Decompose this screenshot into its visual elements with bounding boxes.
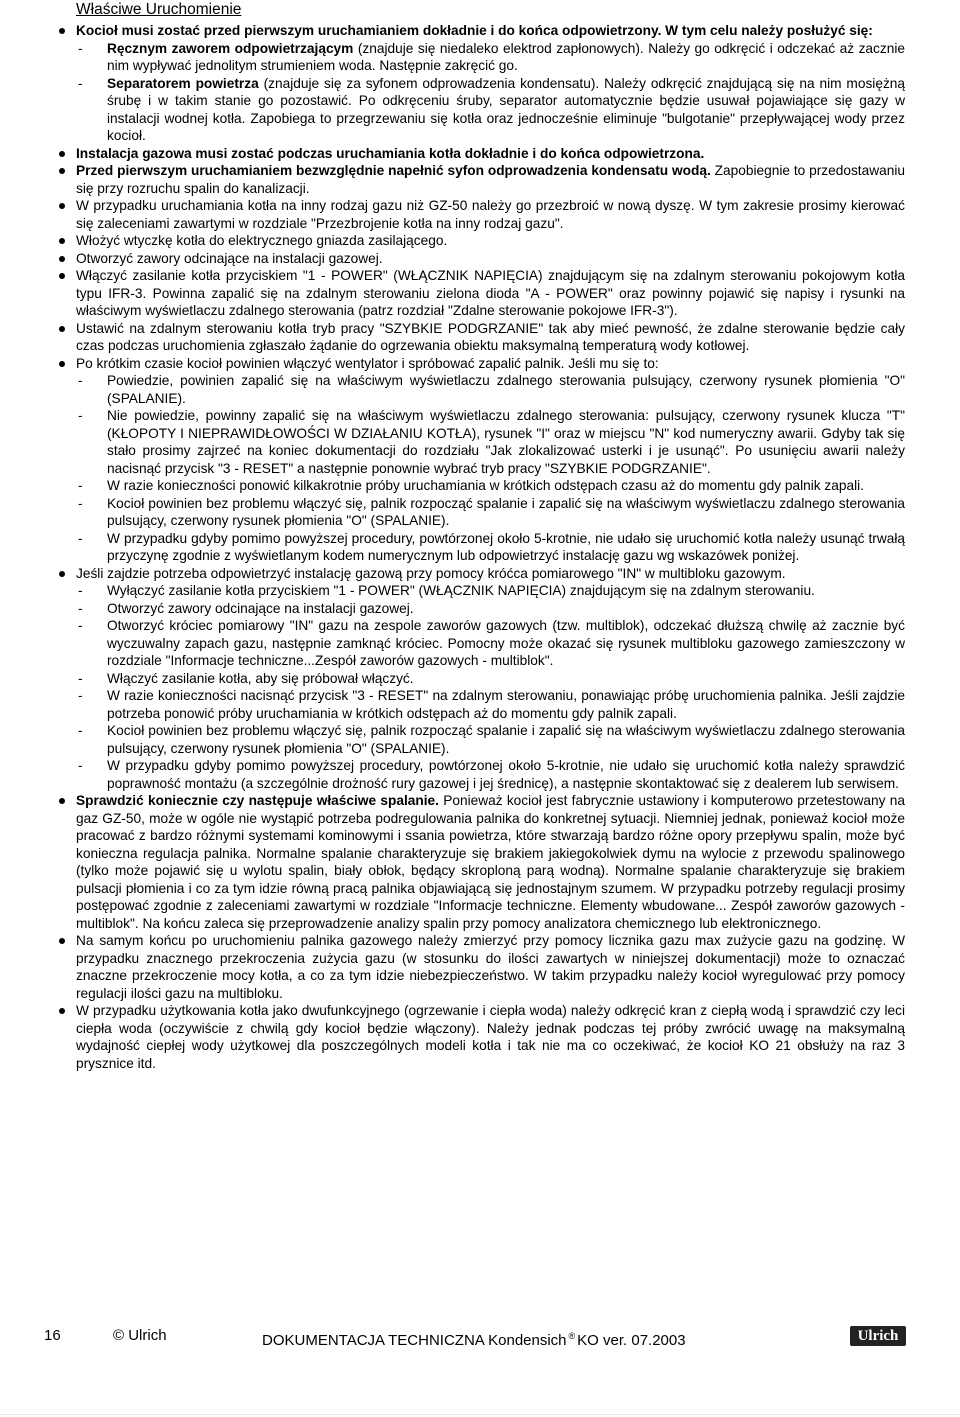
body-text: Otworzyć króciec pomiarowy "IN" gazu na zespole zaworów gazowych (tzw. multiblok), odczekać dłuższą chwilę aż zacznie być wyczuwalny zapach gazu, następnie zamknąć króciec. Pomocny może okazać się rysunek multibloku gazowego zamieszczony w rozdziale "Informacje techniczne...Zespół zaworów gazowych - multiblok". [107, 618, 905, 668]
bullet-item [76, 22, 905, 40]
document-model-version: KO ver. 07.2003 [577, 1332, 686, 1349]
body-text: Kocioł powinien bez problemu włączyć się, palnik rozpocząć spalanie i zapalić się na właściwym wyświetlaczu zdalnego sterowania pulsujący, czerwony rysunek płomienia "O" (SPALANIE). [107, 495, 905, 528]
document-title-text: DOKUMENTACJA TECHNICZNA Kondensich [262, 1332, 567, 1349]
bullet-item [76, 792, 905, 932]
bullet-item [76, 1002, 905, 1072]
body-text: Zapobiegnie to przedostawaniu się przy rozruchu spalin do kanalizacji. [76, 163, 905, 196]
dash-item [76, 757, 905, 792]
bold-text: Kocioł musi zostać przed pierwszym uruchamianiem dokładnie i do końca odpowietrzony. W tym celu należy posłużyć się: [76, 23, 873, 38]
copyright-notice: © Ulrich [113, 1327, 167, 1344]
page-bottom-rule [0, 1414, 960, 1415]
dash-item [76, 530, 905, 565]
dash-item [76, 477, 905, 495]
ulrich-logo: Ulrich [850, 1326, 906, 1346]
body-text: Włączyć zasilanie kotła, aby się próbował włączyć. [107, 670, 414, 686]
bullet-item [76, 267, 905, 320]
body-text: W przypadku gdyby pomimo powyższej procedury, powtórzonej około 5-krotnie, nie udało się uruchomić kotła należy sprawdzić poprawność montażu (a szczególnie drożność rury gazowej i jej średnicę), a następnie skontaktować się z dealerem lub serwisem. [107, 758, 905, 791]
bullet-item [76, 197, 905, 232]
bullet-item [76, 145, 905, 163]
body-text: W przypadku gdyby pomimo powyższej procedury, powtórzonej około 5-krotnie, nie udało się uruchomić kotła należy usunąć trwałą przyczynę zgodnie z wyświetlanym kodem numerycznym lub odpowietrzyć instalację gazu wg wskazówek poniżej. [107, 530, 905, 563]
body-text: Wyłączyć zasilanie kotła przyciskiem "1 - POWER" (WŁĄCZNIK NAPIĘCIA) znajdującym się na zdalnym sterowaniu. [107, 583, 815, 598]
dash-item [76, 722, 905, 757]
bullet-item [76, 250, 905, 268]
dash-item [76, 670, 905, 688]
bullet-item [76, 355, 905, 373]
bold-text: Instalacja gazowa musi zostać podczas uruchamiania kotła dokładnie i do końca odpowietrzona. [76, 145, 705, 161]
dash-item [76, 687, 905, 722]
dash-item [76, 372, 905, 407]
body-text: Otworzyć zawory odcinające na instalacji gazowej. [107, 600, 414, 616]
body-text: Włożyć wtyczkę kotła do elektrycznego gniazda zasilającego. [76, 233, 448, 248]
body-text: Włączyć zasilanie kotła przyciskiem "1 - POWER" (WŁĄCZNIK NAPIĘCIA) znajdującym się na zdalnym sterowaniu pokojowym kotła typu IFR-3. Powinna zapalić się na zdalnym sterowaniu zielona dioda "A - POWER" oraz powinny pojawić się napisy i rysunki na właściwym wyświetlaczu zdalnego sterowania (patrz rozdział "Zdalne sterowanie pokojowe IFR-3"). [76, 268, 905, 318]
dash-item [76, 495, 905, 530]
bullet-item [76, 162, 905, 197]
body-text: Powiedzie, powinien zapalić się na właściwym wyświetlaczu zdalnego sterowania pulsujący, czerwony rysunek płomienia "O" (SPALANIE). [107, 373, 905, 406]
dash-item [76, 407, 905, 477]
bullet-item [76, 320, 905, 355]
dash-item [76, 600, 905, 618]
document-title [262, 1325, 686, 1352]
body-text: W razie konieczności nacisnąć przycisk "3 - RESET" na zdalnym sterowaniu, ponawiając próbę uruchomienia palnika. Jeśli zajdzie potrzeba ponowić próby uruchamiania w krótkich odstępach aż do momentu gdy palnik zapali. [107, 688, 905, 721]
body-text: (znajduje się za syfonem odprowadzenia kondensatu). Należy odkręcić znajdującą się na nim mosiężną śrubę i w takim stanie go pozostawić. Po odkręceniu śruby, separator automatycznie będzie usuwał pojawiające się gazy w instalacji wodnej kotła. Zapobiega to przegrzewaniu się kotła oraz jednocześnie eliminuje "bulgotanie" przepływającej wody przez kocioł. [107, 75, 906, 143]
body-text: Ustawić na zdalnym sterowaniu kotła tryb pracy "SZYBKIE PODGRZANIE" tak aby mieć pewność, że zdalne sterowanie będzie cały czas podczas uruchomienia zgłaszało żądanie do ogrzewania obiektu maksymalną temperaturą wody kotłowej. [76, 320, 905, 353]
body-text: W razie konieczności ponowić kilkakrotnie próby uruchamiania w krótkich odstępach czasu aż do momentu gdy palnik zapali. [107, 478, 864, 493]
body-text: Nie powiedzie, powinny zapalić się na właściwym wyświetlaczu zdalnego sterowania: pulsujący, czerwony rysunek klucza "T" (KŁOPOTY I NIEPRAWIDŁOWOŚCI W DZIAŁANIU KOTŁA), rysunek "I" oraz w miejscu "N" kod numeryczny awarii. Gdyby tak się stało prosimy zajrzeć na koniec dokumentacji do rozdziału "Jak zlokalizować usterki i je usunąć". Po usunięciu awarii należy nacisnąć przycisk "3 - RESET" a następnie ponownie wybrać tryb pracy "SZYBKIE PODGRZANIE". [107, 408, 905, 476]
bold-text: Sprawdzić koniecznie czy następuje właściwe spalanie. [76, 793, 439, 808]
bullet-item [76, 232, 905, 250]
dash-item [76, 40, 905, 75]
dash-item [76, 75, 905, 145]
dash-item [76, 617, 905, 670]
bold-text: Ręcznym zaworem odpowietrzającym [107, 40, 354, 56]
instructions-content [76, 22, 905, 1072]
body-text: W przypadku użytkowania kotła jako dwufunkcyjnego (ogrzewanie i ciepła woda) należy odkręcić kran z ciepłą wodą i sprawdzić czy leci ciepła woda (oczywiście z chwilą gdy kocioł będzie włączony). Należy jednak podczas tej próby zwrócić uwagę na maksymalną wydajność ciepłej wody użytkowej dla poszczególnych modeli kotła i tak nie ma co oczekiwać, że kocioł KO 21 obsłuży na raz 3 prysznice itd. [76, 1003, 905, 1071]
body-text: Jeśli zajdzie potrzeba odpowietrzyć instalację gazową przy pomocy króćca pomiarowego "IN" w multibloku gazowym. [76, 565, 786, 581]
bold-text: Przed pierwszym uruchamianiem bezwzględnie napełnić syfon odprowadzenia kondensatu wodą. [76, 163, 711, 178]
dash-item [76, 582, 905, 600]
bold-text: Separatorem powietrza [107, 75, 259, 91]
section-heading: Właściwe Uruchomienie [76, 1, 242, 18]
page-footer [0, 1325, 960, 1347]
registered-mark: ® [568, 1331, 576, 1341]
body-text: Kocioł powinien bez problemu włączyć się, palnik rozpocząć spalanie i zapalić się na właściwym wyświetlaczu zdalnego sterowania pulsujący, czerwony rysunek płomienia "O" (SPALANIE). [107, 723, 905, 756]
body-text: (znajduje się niedaleko elektrod zapłonowych). Należy go odkręcić i odczekać aż zacznie nim wypływać jednolitym strumieniem woda. Następnie zakręcić go. [107, 40, 905, 73]
body-text: Po krótkim czasie kocioł powinien włączyć wentylator i spróbować zapalić palnik. Jeśli mu się to: [76, 355, 659, 371]
body-text: Na samym końcu po uruchomieniu palnika gazowego należy zmierzyć przy pomocy licznika gazu max zużycie gazu na godzinę. W przypadku znacznego przekroczenia zużycia gazu (w stosunku do ilości zawartych w niniejszej dokumentacji) może to oznaczać znaczne przekroczenie mocy kotła, a co za tym idzie niebezpieczeństwo. W takim przypadku należy kocioł wyregulować przy pomocy regulacji ilości gazu na multibloku. [76, 933, 905, 1001]
page-number: 16 [44, 1327, 61, 1344]
bullet-item [76, 565, 905, 583]
body-text: W przypadku uruchamiania kotła na inny rodzaj gazu niż GZ-50 należy go przezbroić w nową dyszę. W tym zakresie prosimy kierować się zaleceniami zawartymi w rozdziale "Przezbrojenie kotła na inny rodzaj gazu". [76, 198, 905, 231]
bullet-item [76, 932, 905, 1002]
body-text: Otworzyć zawory odcinające na instalacji gazowej. [76, 250, 383, 266]
body-text: Ponieważ kocioł jest fabrycznie ustawiony i komputerowo przetestowany na gaz GZ-50, może w ogóle nie wystąpić potrzeba podregulowania palnika do konkretnej sytuacji. Niemniej jednak, ponieważ kocioł może pracować z bardzo różnymi systemami kominowymi i ssania powietrza, które stwarzają bardzo różne opory przepływu spalin, może być konieczna regulacja palnika. Normalne spalanie charakteryzuje się brakiem jakiegokolwiek dymu na wylocie z przewodu spalinowego (tylko może pojawić się u wylotu spalin, biały obłok, będący skroploną parą wodną). Normalne spalanie charakteryzuje się brakiem pulsacji płomienia i co za tym idzie równą pracą palnika objawiającą się jednostajnym szumem. W przypadku potrzeby regulacji prosimy postępować zgodnie z zaleceniami zawartymi w rozdziale "Informacje techniczne. Elementy wbudowane... Zespół zaworów gazowych - multiblok". Na końcu zaleca się przeprowadzenie analizy spalin przy pomocy analizatora chemicznego lub elektronicznego. [76, 793, 905, 931]
